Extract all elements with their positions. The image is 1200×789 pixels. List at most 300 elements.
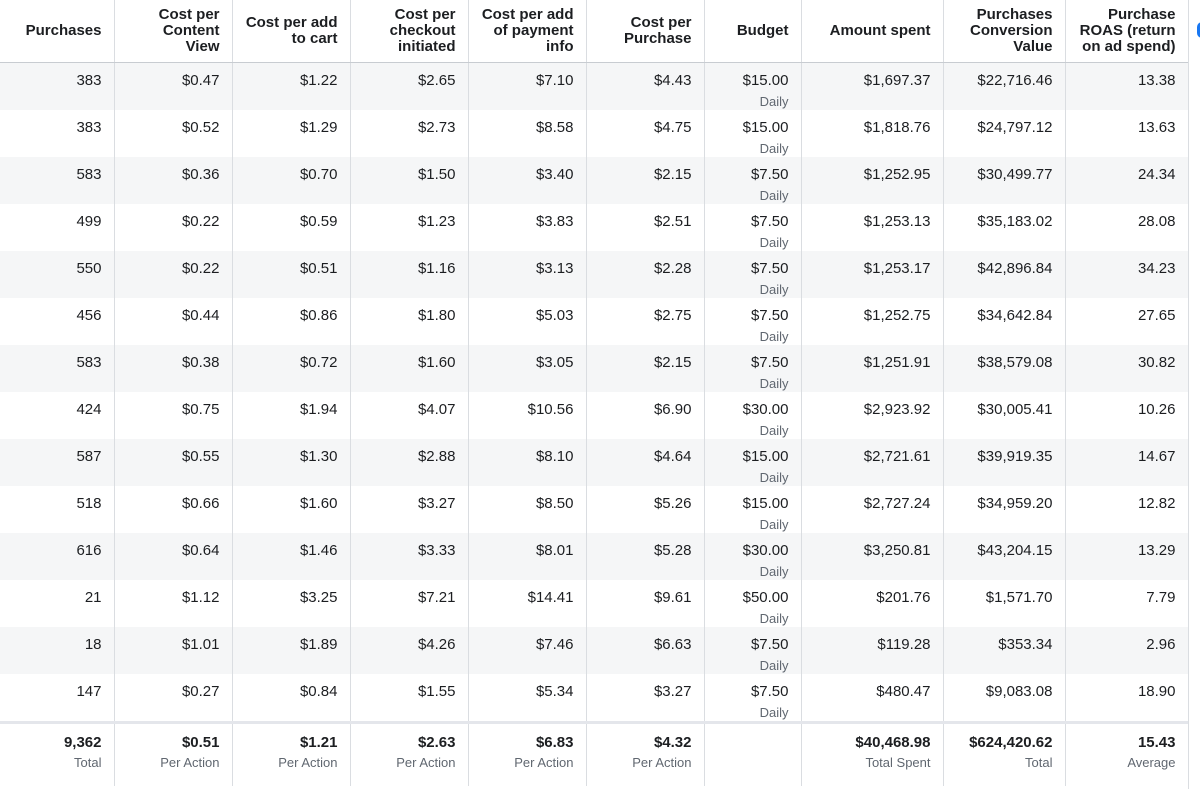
cell-purchases-conversion-value	[943, 674, 1065, 723]
cell-value: $0.64	[181, 542, 220, 559]
cell-cost-per-checkout-initiated	[350, 298, 468, 345]
budget-period: Daily	[759, 94, 789, 109]
cell-purchases-conversion-value	[943, 580, 1065, 627]
cell-value: $30,499.77	[977, 166, 1053, 183]
cell-value: $3.83	[535, 213, 574, 230]
cell-value: $7.50	[750, 166, 789, 183]
cell-cost-per-add-payment-info	[468, 298, 586, 345]
cell-cost-per-content-view	[114, 486, 232, 533]
cell-value: $7.50	[750, 354, 789, 371]
cell-budget	[704, 110, 801, 157]
cell-value: $2.75	[653, 307, 692, 324]
cell-value: $1.22	[299, 72, 338, 89]
table-row[interactable]	[0, 204, 1188, 251]
cell-value: $4.07	[417, 401, 456, 418]
cell-cost-per-content-view	[114, 392, 232, 439]
cell-value: $0.75	[181, 401, 220, 418]
total-label: Total Spent	[865, 755, 931, 770]
cell-cost-per-purchase	[586, 627, 704, 674]
cell-value: $1.29	[299, 119, 338, 136]
total-label: Per Action	[514, 755, 574, 770]
cell-amount-spent	[801, 580, 943, 627]
cell-amount-spent	[801, 157, 943, 204]
table-row[interactable]	[0, 439, 1188, 486]
cell-cost-per-purchase	[586, 157, 704, 204]
cell-value: 21	[84, 589, 102, 606]
table-row[interactable]	[0, 251, 1188, 298]
table-row[interactable]	[0, 580, 1188, 627]
total-value	[717, 724, 789, 734]
cell-value: $8.10	[535, 448, 574, 465]
cell-value: 587	[76, 448, 102, 465]
cell-purchases-conversion-value	[943, 486, 1065, 533]
cell-cost-per-checkout-initiated	[350, 110, 468, 157]
cell-cost-per-add-to-cart	[232, 157, 350, 204]
cell-cost-per-add-payment-info	[468, 345, 586, 392]
cell-value: $50.00	[742, 589, 789, 606]
cell-value: $0.22	[181, 213, 220, 230]
cell-value: 424	[76, 401, 102, 418]
cell-value: 2.96	[1146, 636, 1176, 653]
cell-purchases	[0, 63, 114, 111]
cell-value: 12.82	[1137, 495, 1176, 512]
cell-cost-per-checkout-initiated	[350, 345, 468, 392]
cell-cost-per-add-payment-info	[468, 110, 586, 157]
cell-value: $3.33	[417, 542, 456, 559]
cell-amount-spent	[801, 439, 943, 486]
cell-cost-per-add-to-cart	[232, 204, 350, 251]
cell-purchases	[0, 533, 114, 580]
cell-value: $4.64	[653, 448, 692, 465]
cell-value: $2.15	[653, 166, 692, 183]
total-label: Average	[1127, 755, 1176, 770]
cell-value: $0.27	[181, 683, 220, 700]
cell-cost-per-add-to-cart	[232, 674, 350, 723]
column-header-cost-per-add-to-cart[interactable]: Cost per add to cart	[232, 0, 350, 63]
cell-purchases	[0, 345, 114, 392]
cell-cost-per-add-to-cart	[232, 392, 350, 439]
cell-budget	[704, 486, 801, 533]
cell-cost-per-add-payment-info	[468, 486, 586, 533]
cell-value: $2.65	[417, 72, 456, 89]
cell-value: $0.70	[299, 166, 338, 183]
cell-purchases	[0, 298, 114, 345]
cell-value: $10.56	[527, 401, 574, 418]
cell-purchases-conversion-value	[943, 63, 1065, 111]
cell-cost-per-checkout-initiated	[350, 580, 468, 627]
cell-purchases-conversion-value	[943, 157, 1065, 204]
cell-cost-per-content-view	[114, 157, 232, 204]
cell-value: 34.23	[1137, 260, 1176, 277]
cell-cost-per-checkout-initiated	[350, 251, 468, 298]
cell-amount-spent	[801, 110, 943, 157]
cell-purchase-roas	[1065, 110, 1188, 157]
budget-period: Daily	[759, 705, 789, 720]
cell-cost-per-checkout-initiated	[350, 157, 468, 204]
cell-cost-per-purchase	[586, 674, 704, 723]
cell-value: $0.84	[299, 683, 338, 700]
cell-value: $1.80	[417, 307, 456, 324]
cell-value: $6.90	[653, 401, 692, 418]
total-purchase-roas	[1065, 723, 1188, 787]
total-cost-per-purchase	[586, 723, 704, 787]
cell-purchases	[0, 627, 114, 674]
cell-cost-per-checkout-initiated	[350, 63, 468, 111]
cell-budget	[704, 627, 801, 674]
cell-value: $1.50	[417, 166, 456, 183]
cell-value: $3.27	[417, 495, 456, 512]
cell-purchases-conversion-value	[943, 110, 1065, 157]
cell-value: 499	[76, 213, 102, 230]
cell-purchases-conversion-value	[943, 439, 1065, 486]
cell-value: $6.63	[653, 636, 692, 653]
cell-value: $2,727.24	[863, 495, 931, 512]
table-row[interactable]	[0, 345, 1188, 392]
cell-purchase-roas	[1065, 627, 1188, 674]
cell-value: $1.60	[417, 354, 456, 371]
table-row[interactable]	[0, 674, 1188, 723]
total-value: 9,362	[63, 734, 102, 751]
cell-value: $0.44	[181, 307, 220, 324]
cell-value: $4.43	[653, 72, 692, 89]
table-row[interactable]	[0, 627, 1188, 674]
cell-value: 27.65	[1137, 307, 1176, 324]
cell-value: $1.60	[299, 495, 338, 512]
total-label: Per Action	[278, 755, 338, 770]
cell-value: $42,896.84	[977, 260, 1053, 277]
next-column-edge	[1188, 0, 1200, 789]
cell-value: $2.15	[653, 354, 692, 371]
cell-cost-per-content-view	[114, 110, 232, 157]
column-header-budget[interactable]: Budget	[704, 0, 801, 63]
budget-period: Daily	[759, 376, 789, 391]
total-label: Per Action	[396, 755, 456, 770]
column-header-cost-per-content-view[interactable]: Cost per Content View	[114, 0, 232, 63]
cell-cost-per-content-view	[114, 63, 232, 111]
cell-budget	[704, 157, 801, 204]
cell-purchases-conversion-value	[943, 392, 1065, 439]
table-row[interactable]	[0, 157, 1188, 204]
cell-purchases-conversion-value	[943, 204, 1065, 251]
cell-value: $43,204.15	[977, 542, 1053, 559]
table-row[interactable]	[0, 486, 1188, 533]
cell-value: $1.89	[299, 636, 338, 653]
cell-cost-per-content-view	[114, 251, 232, 298]
cell-value: $5.03	[535, 307, 574, 324]
budget-period: Daily	[759, 611, 789, 626]
total-purchases	[0, 723, 114, 787]
cell-cost-per-add-to-cart	[232, 63, 350, 111]
cell-value: 583	[76, 354, 102, 371]
cell-value: 550	[76, 260, 102, 277]
cell-value: $0.47	[181, 72, 220, 89]
cell-cost-per-add-to-cart	[232, 439, 350, 486]
cell-cost-per-content-view	[114, 627, 232, 674]
cell-purchases-conversion-value	[943, 298, 1065, 345]
column-header-purchases-conversion-value[interactable]: Purchases Conversion Value	[943, 0, 1065, 63]
cell-value: 13.38	[1137, 72, 1176, 89]
cell-cost-per-add-payment-info	[468, 251, 586, 298]
cell-value: $1.16	[417, 260, 456, 277]
cell-value: $15.00	[742, 119, 789, 136]
total-budget	[704, 723, 801, 787]
cell-cost-per-add-payment-info	[468, 204, 586, 251]
budget-period: Daily	[759, 517, 789, 532]
cell-cost-per-content-view	[114, 204, 232, 251]
cell-value: $3.40	[535, 166, 574, 183]
cell-cost-per-checkout-initiated	[350, 439, 468, 486]
cell-value: $1,818.76	[863, 119, 931, 136]
table-body	[0, 63, 1188, 723]
cell-cost-per-purchase	[586, 533, 704, 580]
cell-purchase-roas	[1065, 204, 1188, 251]
total-label: Total	[1025, 755, 1053, 770]
cell-purchases	[0, 439, 114, 486]
total-label: Total	[74, 755, 102, 770]
cell-amount-spent	[801, 533, 943, 580]
cell-value: 13.63	[1137, 119, 1176, 136]
cell-value: $201.76	[876, 589, 931, 606]
table-row[interactable]	[0, 298, 1188, 345]
budget-period: Daily	[759, 329, 789, 344]
cell-value: $35,183.02	[977, 213, 1053, 230]
cell-amount-spent	[801, 627, 943, 674]
cell-cost-per-purchase	[586, 580, 704, 627]
cell-value: $1.30	[299, 448, 338, 465]
cell-value: $2.73	[417, 119, 456, 136]
cell-value: $5.34	[535, 683, 574, 700]
cell-purchase-roas	[1065, 345, 1188, 392]
cell-value: 28.08	[1137, 213, 1176, 230]
cell-budget	[704, 392, 801, 439]
cell-value: $3,250.81	[863, 542, 931, 559]
cell-cost-per-purchase	[586, 345, 704, 392]
cell-cost-per-purchase	[586, 486, 704, 533]
cell-value: $1,571.70	[985, 589, 1053, 606]
cell-value: 24.34	[1137, 166, 1176, 183]
cell-purchase-roas	[1065, 533, 1188, 580]
table-row[interactable]	[0, 392, 1188, 439]
cell-amount-spent	[801, 392, 943, 439]
cell-purchases	[0, 580, 114, 627]
header-row	[0, 0, 1188, 63]
cell-value: 383	[76, 119, 102, 136]
cell-cost-per-add-payment-info	[468, 63, 586, 111]
cell-value: $22,716.46	[977, 72, 1053, 89]
totals-row	[0, 723, 1188, 787]
cell-cost-per-checkout-initiated	[350, 533, 468, 580]
cell-purchases	[0, 157, 114, 204]
total-label: Per Action	[632, 755, 692, 770]
column-header-cost-per-add-payment-info[interactable]: Cost per add of payment info	[468, 0, 586, 63]
table-row[interactable]	[0, 110, 1188, 157]
cell-value: $1.46	[299, 542, 338, 559]
cell-cost-per-add-to-cart	[232, 251, 350, 298]
cell-value: $7.50	[750, 213, 789, 230]
cell-cost-per-add-payment-info	[468, 627, 586, 674]
cell-value: $30,005.41	[977, 401, 1053, 418]
cell-value: $1,253.13	[863, 213, 931, 230]
cell-value: $7.50	[750, 683, 789, 700]
cell-value: $9.61	[653, 589, 692, 606]
budget-period: Daily	[759, 282, 789, 297]
cell-cost-per-content-view	[114, 298, 232, 345]
cell-cost-per-add-to-cart	[232, 486, 350, 533]
cell-value: $353.34	[998, 636, 1053, 653]
cell-value: $1,253.17	[863, 260, 931, 277]
cell-budget	[704, 251, 801, 298]
cell-value: $34,959.20	[977, 495, 1053, 512]
cell-value: $0.72	[299, 354, 338, 371]
cell-amount-spent	[801, 674, 943, 723]
cell-value: 10.26	[1137, 401, 1176, 418]
cell-cost-per-add-payment-info	[468, 157, 586, 204]
budget-period: Daily	[759, 564, 789, 579]
table-row[interactable]	[0, 533, 1188, 580]
cell-value: $4.75	[653, 119, 692, 136]
cell-value: $39,919.35	[977, 448, 1053, 465]
cell-amount-spent	[801, 345, 943, 392]
cell-value: $0.51	[299, 260, 338, 277]
total-cost-per-add-payment-info	[468, 723, 586, 787]
total-label: Per Action	[160, 755, 220, 770]
cell-cost-per-content-view	[114, 533, 232, 580]
cell-value: $1.23	[417, 213, 456, 230]
cell-value: $7.50	[750, 636, 789, 653]
cell-purchases-conversion-value	[943, 345, 1065, 392]
budget-period: Daily	[759, 470, 789, 485]
cell-cost-per-add-payment-info	[468, 533, 586, 580]
table-row[interactable]	[0, 63, 1188, 111]
cell-value: $0.52	[181, 119, 220, 136]
cell-cost-per-checkout-initiated	[350, 486, 468, 533]
cell-cost-per-add-to-cart	[232, 580, 350, 627]
cell-purchases	[0, 251, 114, 298]
cell-value: $9,083.08	[985, 683, 1053, 700]
cell-purchases	[0, 392, 114, 439]
total-value: $4.32	[653, 734, 692, 751]
cell-value: $2.51	[653, 213, 692, 230]
cell-value: 616	[76, 542, 102, 559]
cell-purchase-roas	[1065, 298, 1188, 345]
cell-value: $2,721.61	[863, 448, 931, 465]
total-value: $40,468.98	[855, 734, 931, 751]
cell-cost-per-purchase	[586, 298, 704, 345]
cell-value: $7.50	[750, 307, 789, 324]
cell-cost-per-add-to-cart	[232, 110, 350, 157]
column-header-cost-per-checkout-initiated[interactable]: Cost per checkout initiated	[350, 0, 468, 63]
cell-value: $2,923.92	[863, 401, 931, 418]
cell-cost-per-add-to-cart	[232, 345, 350, 392]
cell-value: $1.01	[181, 636, 220, 653]
cell-value: $1.55	[417, 683, 456, 700]
cell-cost-per-content-view	[114, 674, 232, 723]
cell-value: 18.90	[1137, 683, 1176, 700]
cell-cost-per-purchase	[586, 204, 704, 251]
cell-cost-per-purchase	[586, 392, 704, 439]
cell-cost-per-purchase	[586, 251, 704, 298]
cell-value: $2.28	[653, 260, 692, 277]
budget-period: Daily	[759, 658, 789, 673]
cell-purchase-roas	[1065, 486, 1188, 533]
cell-value: 30.82	[1137, 354, 1176, 371]
total-value: $2.63	[417, 734, 456, 751]
column-header-cost-per-purchase[interactable]: Cost per Purchase	[586, 0, 704, 63]
cell-budget	[704, 63, 801, 111]
cell-value: $7.10	[535, 72, 574, 89]
cell-value: 13.29	[1137, 542, 1176, 559]
total-cost-per-add-to-cart	[232, 723, 350, 787]
cell-value: $30.00	[742, 542, 789, 559]
cell-value: $38,579.08	[977, 354, 1053, 371]
cell-purchase-roas	[1065, 580, 1188, 627]
cell-value: 147	[76, 683, 102, 700]
cell-cost-per-content-view	[114, 439, 232, 486]
cell-value: $1.12	[181, 589, 220, 606]
cell-value: $3.27	[653, 683, 692, 700]
cell-value: $0.38	[181, 354, 220, 371]
cell-budget	[704, 674, 801, 723]
cell-value: $0.36	[181, 166, 220, 183]
cell-purchase-roas	[1065, 63, 1188, 111]
cell-value: $8.01	[535, 542, 574, 559]
total-value: $1.21	[299, 734, 338, 751]
cell-amount-spent	[801, 63, 943, 111]
cell-purchases-conversion-value	[943, 251, 1065, 298]
cell-purchases	[0, 674, 114, 723]
total-amount-spent	[801, 723, 943, 787]
cell-value: $8.50	[535, 495, 574, 512]
cell-cost-per-purchase	[586, 110, 704, 157]
cell-amount-spent	[801, 204, 943, 251]
budget-period: Daily	[759, 141, 789, 156]
cell-value: $3.05	[535, 354, 574, 371]
cell-purchases-conversion-value	[943, 533, 1065, 580]
total-cost-per-checkout-initiated	[350, 723, 468, 787]
cell-purchase-roas	[1065, 251, 1188, 298]
cell-value: 456	[76, 307, 102, 324]
column-header-amount-spent[interactable]: Amount spent	[801, 0, 943, 63]
cell-purchases	[0, 204, 114, 251]
cell-value: 383	[76, 72, 102, 89]
cell-cost-per-purchase	[586, 439, 704, 486]
cell-value: $1,697.37	[863, 72, 931, 89]
cell-value: $2.88	[417, 448, 456, 465]
cell-value: $5.26	[653, 495, 692, 512]
cell-cost-per-add-to-cart	[232, 533, 350, 580]
cell-value: $14.41	[527, 589, 574, 606]
cell-budget	[704, 439, 801, 486]
column-header-purchases[interactable]: Purchases	[0, 0, 114, 63]
cell-value: 518	[76, 495, 102, 512]
cell-amount-spent	[801, 298, 943, 345]
cell-cost-per-content-view	[114, 580, 232, 627]
total-value: $624,420.62	[969, 734, 1053, 751]
cell-cost-per-add-payment-info	[468, 580, 586, 627]
cell-value: $15.00	[742, 448, 789, 465]
cell-cost-per-add-payment-info	[468, 674, 586, 723]
cell-value: $24,797.12	[977, 119, 1053, 136]
cell-purchase-roas	[1065, 157, 1188, 204]
column-header-purchase-roas[interactable]: Purchase ROAS (return on ad spend)	[1065, 0, 1188, 63]
cell-value: $0.59	[299, 213, 338, 230]
cell-purchase-roas	[1065, 674, 1188, 723]
cell-value: 7.79	[1146, 589, 1176, 606]
cell-cost-per-content-view	[114, 345, 232, 392]
cell-value: $8.58	[535, 119, 574, 136]
budget-period: Daily	[759, 188, 789, 203]
cell-value: $15.00	[742, 495, 789, 512]
